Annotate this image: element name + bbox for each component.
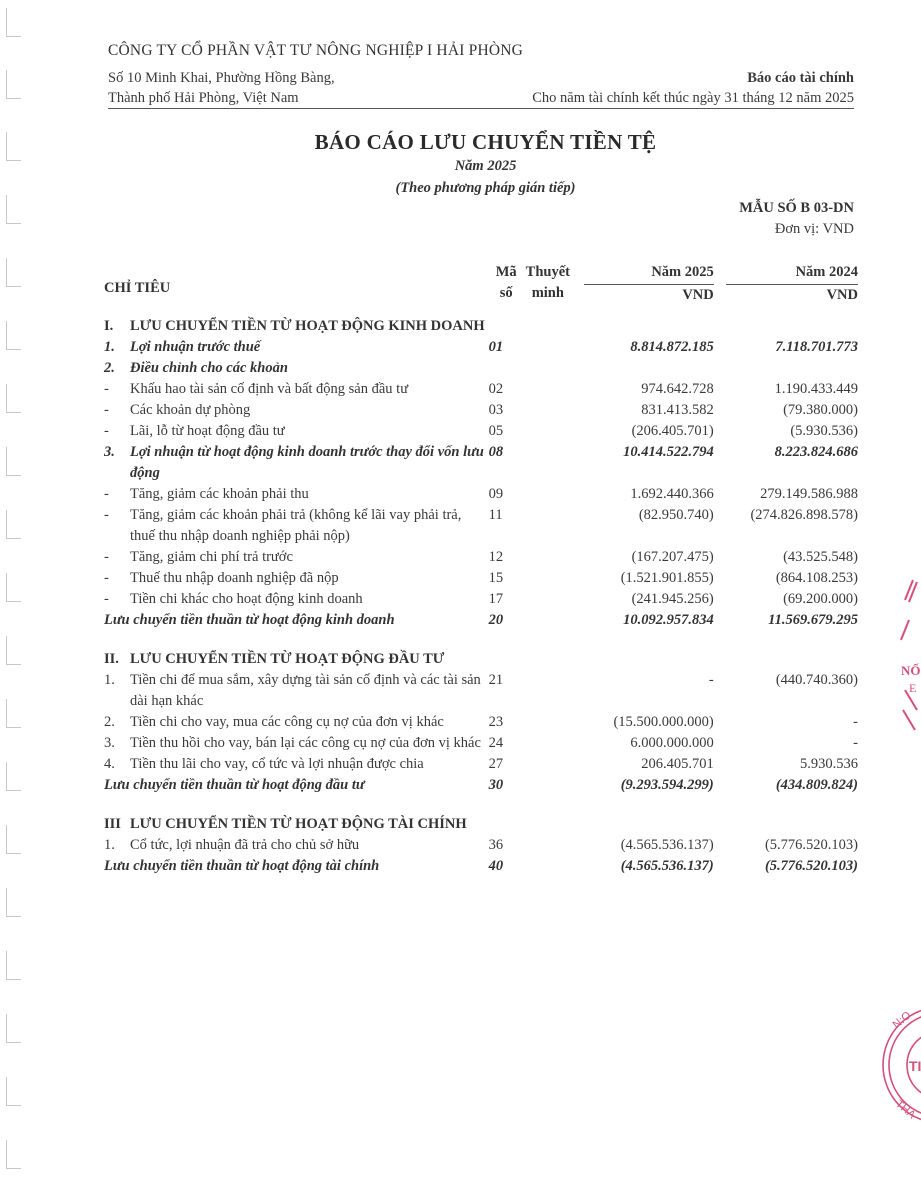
row-number: - [104,381,109,397]
row-code: 23 [488,714,504,730]
table-row [104,442,858,484]
row-note [524,733,572,754]
row-value-2024: (43.525.548) [783,549,858,565]
seal-circle-icon [881,985,921,1145]
row-code [485,639,524,670]
row-value-2024 [714,358,858,379]
row-label [104,306,485,337]
row-label-text: LƯU CHUYỂN TIỀN TỪ HOẠT ĐỘNG ĐẦU TƯ [130,651,445,667]
company-name: CÔNG TY CỔ PHẦN VẬT TƯ NÔNG NGHIỆP I HẢI PHÒNG [108,42,524,59]
row-label [104,379,485,400]
row-label-text: Tiền thu lãi cho vay, cổ tức và lợi nhuận được chia [130,756,424,772]
header-indicator: CHỈ TIÊU [104,279,171,296]
row-number: 1. [104,339,115,355]
row-label-text: Lợi nhuận từ hoạt động kinh doanh trước thay đổi vốn lưu động [130,444,484,481]
row-number: III [104,816,121,832]
row-number: I. [104,318,114,334]
row-label [104,337,485,358]
row-note [524,835,572,856]
row-note [524,505,572,547]
row-code: 15 [488,570,504,586]
row-label-text: Tiền chi cho vay, mua các công cụ nợ của đơn vị khác [130,714,444,730]
row-value-2024: - [853,735,858,751]
row-value-2024: 279.149.586.988 [760,486,858,502]
report-info [532,68,854,108]
row-label [104,610,485,631]
row-code: 09 [488,486,504,502]
row-code: 17 [488,591,504,607]
header-code-line1: Mã [495,264,517,280]
row-value-2025: (9.293.594.299) [620,777,714,793]
row-label-text: Tăng, giảm các khoản phải thu [130,486,309,502]
table-row [104,712,858,733]
row-code: 36 [488,837,504,853]
form-number: MẪU SỐ B 03-DN [739,200,854,216]
binding-mark [6,1077,21,1106]
svg-text:NỐ: NỐ [901,663,921,678]
row-value-2024: - [853,714,858,730]
header-year-previous-label: Năm 2024 [726,262,858,285]
row-value-2024: (434.809.824) [775,777,858,793]
row-label [104,421,485,442]
row-note [524,804,572,835]
row-value-2025: (206.405.701) [631,423,714,439]
table-row [104,379,858,400]
document-method: (Theo phương pháp gián tiếp) [395,180,576,196]
binding-mark [6,825,21,854]
row-value-2025 [572,804,714,835]
binding-mark [6,321,21,350]
row-label-text: Lãi, lỗ từ hoạt động đầu tư [130,423,285,439]
row-code: 27 [488,756,504,772]
table-row [104,670,858,712]
binding-mark [6,195,21,224]
binding-mark [6,573,21,602]
row-note [524,639,572,670]
row-label [104,358,485,379]
row-label-text: Điều chỉnh cho các khoản [130,360,288,376]
table-row [104,568,858,589]
row-code: 11 [488,507,503,523]
section-spacer [104,796,858,804]
row-label-text: Tăng, giảm chi phí trả trước [130,549,293,565]
section-row [104,306,858,337]
table-row [104,754,858,775]
row-value-2024: 1.190.433.449 [774,381,858,397]
row-value-2025: (1.521.901.855) [620,570,714,586]
row-value-2024: (5.776.520.103) [764,858,858,874]
row-value-2025 [572,358,714,379]
row-note [524,568,572,589]
row-value-2025: (167.207.475) [631,549,714,565]
row-note [524,400,572,421]
row-code: 20 [488,612,504,628]
row-value-2025: 974.642.728 [641,381,714,397]
row-code: 12 [488,549,504,565]
table-row [104,337,858,358]
row-value-2025: (4.565.536.137) [620,858,714,874]
header-year-current [572,262,714,306]
row-number: 4. [104,756,115,772]
row-note [524,379,572,400]
row-number: - [104,591,109,607]
row-note [524,547,572,568]
header-note-line2: minh [531,285,564,301]
row-value-2024: (69.200.000) [783,591,858,607]
row-label-text: Tăng, giảm các khoản phải trả (không kể lãi vay phải trả, thuế thu nhập doanh nghiệp phải nộp) [130,507,462,544]
report-period: Cho năm tài chính kết thúc ngày 31 tháng 12 năm 2025 [532,90,854,106]
row-code [485,306,524,337]
table-header-row [104,262,858,306]
company-address [108,68,335,108]
row-note [524,712,572,733]
svg-text:E: E [909,681,917,695]
row-code: 30 [488,777,504,793]
row-label-text: Tiền chi để mua sắm, xây dựng tài sản cố định và các tài sản dài hạn khác [130,672,481,709]
header-year-previous [714,262,858,306]
table-row [104,589,858,610]
row-note [524,484,572,505]
table-row [104,505,858,547]
row-number: 3. [104,444,115,460]
table-row [104,484,858,505]
binding-mark [6,888,21,917]
header-note-line1: Thuyết [525,264,570,280]
binding-mark [6,8,21,37]
row-label [104,442,485,484]
row-note [524,421,572,442]
row-value-2024: 11.569.679.295 [768,612,858,628]
row-number: - [104,549,109,565]
row-note [524,306,572,337]
row-code: 05 [488,423,504,439]
row-value-2024 [714,306,858,337]
row-label [104,754,485,775]
row-number: - [104,507,109,523]
svg-text:THA: THA [892,1097,918,1122]
row-code: 01 [488,339,504,355]
row-label-text: Lợi nhuận trước thuế [130,339,261,355]
row-code [485,804,524,835]
row-label-text: Cổ tức, lợi nhuận đã trả cho chủ sở hữu [130,837,360,853]
binding-mark [6,384,21,413]
row-note [524,670,572,712]
row-number: - [104,402,109,418]
binding-mark [6,258,21,287]
row-value-2024: 8.223.824.686 [774,444,858,460]
row-value-2024: (274.826.898.578) [750,507,858,523]
row-value-2025: 831.413.582 [641,402,714,418]
row-value-2025 [572,306,714,337]
row-value-2024: 5.930.536 [800,756,858,772]
row-label-text: Tiền chi khác cho hoạt động kinh doanh [130,591,363,607]
row-note [524,775,572,796]
row-label [104,547,485,568]
total-row [104,610,858,631]
row-value-2024 [714,804,858,835]
binding-mark [6,951,21,980]
binding-mark [6,510,21,539]
svg-text:TI: TI [909,1058,921,1074]
row-value-2025: (15.500.000.000) [613,714,714,730]
table-row [104,421,858,442]
row-label [104,568,485,589]
row-label [104,775,485,796]
total-row [104,856,858,877]
row-label [104,835,485,856]
row-label [104,733,485,754]
row-number: 3. [104,735,115,751]
row-value-2025: (4.565.536.137) [620,837,714,853]
row-value-2025: 10.414.522.794 [623,444,714,460]
header-code-line2: số [499,285,513,301]
binding-mark [6,1140,21,1169]
row-label [104,712,485,733]
binding-mark [6,1014,21,1043]
row-label-text: Thuế thu nhập doanh nghiệp đã nộp [130,570,339,586]
row-label-text: Lưu chuyển tiền thuần từ hoạt động đầu tư [104,777,365,793]
header-divider [108,108,854,109]
row-value-2025: (82.950.740) [638,507,714,523]
header-currency-previous: VND [826,287,858,303]
row-number: 1. [104,672,115,688]
address-line-1: Số 10 Minh Khai, Phường Hồng Bàng, [108,70,335,86]
row-value-2024: 7.118.701.773 [775,339,858,355]
header-code [485,262,524,306]
svg-text:N:O: N:O [890,1009,914,1032]
row-value-2024: (440.740.360) [775,672,858,688]
row-label [104,484,485,505]
report-type: Báo cáo tài chính [747,70,854,86]
row-number: - [104,570,109,586]
row-number: 2. [104,714,115,730]
row-note [524,442,572,484]
row-value-2025: 10.092.957.834 [623,612,714,628]
row-label-text: Lưu chuyển tiền thuần từ hoạt động tài chính [104,858,380,874]
row-label-text: Tiền thu hồi cho vay, bán lại các công cụ nợ của đơn vị khác [130,735,481,751]
table-row [104,547,858,568]
row-number: - [104,423,109,439]
row-value-2025: - [708,672,714,688]
binding-mark [6,447,21,476]
row-code [485,358,524,379]
row-value-2024: (5.776.520.103) [764,837,858,853]
document-year: Năm 2025 [454,158,517,174]
header-note [524,262,572,306]
row-value-2025: 8.814.872.185 [630,339,714,355]
row-code: 03 [488,402,504,418]
row-label [104,856,485,877]
row-number: II. [104,651,119,667]
row-code: 02 [488,381,504,397]
row-value-2025 [572,639,714,670]
binding-mark [6,636,21,665]
section-row [104,804,858,835]
row-label [104,639,485,670]
row-label [104,589,485,610]
row-value-2024: (79.380.000) [783,402,858,418]
row-label [104,505,485,547]
document-title: BÁO CÁO LƯU CHUYỂN TIỀN TỆ [314,130,657,154]
row-note [524,754,572,775]
row-code: 21 [488,672,504,688]
row-value-2025: 206.405.701 [641,756,714,772]
row-note [524,337,572,358]
row-note [524,589,572,610]
binding-mark [6,70,21,99]
row-code: 40 [488,858,504,874]
row-label-text: LƯU CHUYỂN TIỀN TỪ HOẠT ĐỘNG KINH DOANH [130,318,485,334]
currency-unit: Đơn vị: VND [774,221,854,237]
section-row [104,639,858,670]
row-value-2024: (5.930.536) [790,423,858,439]
section-spacer [104,631,858,639]
address-line-2: Thành phố Hải Phòng, Việt Nam [108,90,299,106]
row-note [524,856,572,877]
row-label [104,400,485,421]
table-row [104,400,858,421]
row-label-text: Lưu chuyển tiền thuần từ hoạt động kinh doanh [104,612,395,628]
row-note [524,358,572,379]
row-code: 08 [488,444,504,460]
row-note [524,610,572,631]
row-label [104,804,485,835]
row-value-2025: (241.945.256) [631,591,714,607]
table-row [104,733,858,754]
table-row [104,835,858,856]
row-label-text: Các khoản dự phòng [130,402,251,418]
row-code: 24 [488,735,504,751]
binding-mark [6,699,21,728]
binding-mark [6,762,21,791]
row-value-2024 [714,639,858,670]
header-currency-current: VND [682,287,714,303]
row-value-2025: 1.692.440.366 [630,486,714,502]
row-label-text: Khấu hao tài sản cố định và bất động sản đầu tư [130,381,409,397]
total-row [104,775,858,796]
row-label [104,670,485,712]
row-label-text: LƯU CHUYỂN TIỀN TỪ HOẠT ĐỘNG TÀI CHÍNH [130,816,467,832]
row-value-2025: 6.000.000.000 [630,735,714,751]
row-number: 1. [104,837,115,853]
row-value-2024: (864.108.253) [775,570,858,586]
table-row [104,358,858,379]
seal-fragment-icon [891,570,921,740]
header-year-current-label: Năm 2025 [584,262,714,285]
cash-flow-table [104,262,858,877]
row-number: - [104,486,109,502]
row-number: 2. [104,360,115,376]
